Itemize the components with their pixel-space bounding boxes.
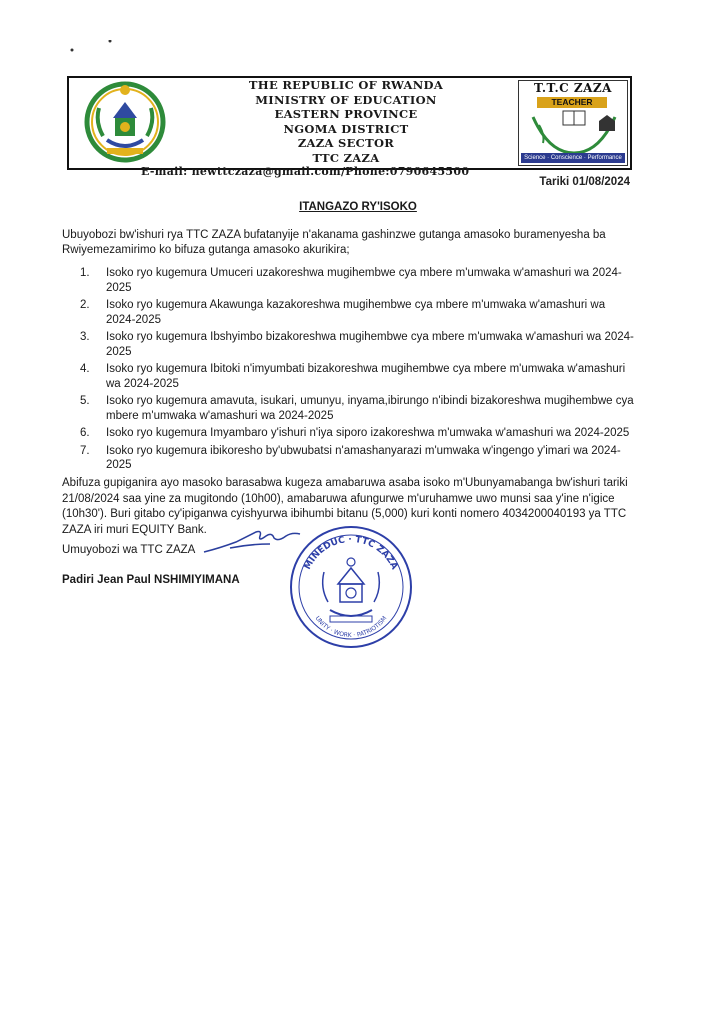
rwanda-coat-of-arms <box>69 78 181 168</box>
list-item-text: Isoko ryo kugemura Ibitoki n'imyumbati bizakoreshwa mugihembwe cya mbere m'umwaka w'amashuri wa 2024-2025 <box>106 363 626 390</box>
signatory-name: Padiri Jean Paul NSHIMIYIMANA <box>62 574 240 586</box>
list-item-number: 4. <box>80 363 90 375</box>
letterhead-line: ZAZA SECTOR <box>297 136 395 150</box>
list-item-number: 3. <box>80 331 90 343</box>
letterhead-line: EASTERN PROVINCE <box>274 107 418 121</box>
list-item <box>80 394 635 423</box>
letterhead-line: NGOMA DISTRICT <box>283 121 409 136</box>
list-item <box>80 298 635 327</box>
document-date: Tariki 01/08/2024 <box>539 176 630 188</box>
letterhead-line: MINISTRY OF EDUCATION <box>255 92 437 107</box>
official-stamp <box>286 522 416 652</box>
stamp-bottom-text: UNITY · WORK · PATRIOTISM <box>313 615 389 640</box>
scan-specks <box>70 40 130 60</box>
list-item <box>80 426 635 441</box>
list-item <box>80 362 635 391</box>
list-item-text: Isoko ryo kugemura Imyambaro y'ishuri n'iya siporo izakoreshwa m'umwaka w'amashuri wa 2024-2025 <box>106 427 630 439</box>
list-item-text: Isoko ryo kugemura Umuceri uzakoreshwa mugihembwe cya mbere m'umwaka w'amashuri wa 2024-2025 <box>106 267 622 294</box>
intro-paragraph: Ubuyobozi bw'ishuri rya TTC ZAZA bufatanyije n'akanama gashinzwe gutanga amasoko buramenyesha ba Rwiyemezamirimo ko bifuza gutanga amasoko akurikira; <box>62 229 606 256</box>
letterhead-email: E-mail: newttczaza@gmail.com/Phone:0790645500 <box>141 165 470 178</box>
list-item-number: 7. <box>80 444 90 457</box>
ttc-zaza-logo <box>518 80 628 166</box>
list-item <box>80 266 635 295</box>
document-title: ITANGAZO RY'ISOKO <box>299 201 417 213</box>
letterhead-line: THE REPUBLIC OF RWANDA <box>248 78 444 92</box>
list-item-text: Isoko ryo kugemura Akawunga kazakoreshwa mugihembwe cya mbere m'umwaka w'amashuri wa 2024-2025 <box>106 299 606 326</box>
list-item-text: Isoko ryo kugemura amavuta, isukari, umunyu, inyama,ibirungo n'ibindi bizakoreshwa mugihembwe cya mbere m'umwaka w'amashuri wa 2024-2025 <box>106 395 634 422</box>
list-item-number: 1. <box>80 267 90 279</box>
list-item-text: Isoko ryo kugemura ibikoresho by'ubwubatsi n'amashanyarazi m'umwaka w'ingengo y'imari wa 2024-2025 <box>106 444 621 471</box>
letterhead-line: TTC ZAZA <box>312 150 380 165</box>
letterhead <box>67 76 632 178</box>
list-item-number: 6. <box>80 427 90 439</box>
tender-list <box>80 266 635 476</box>
stamp-top-text: MINEDUC · TTC ZAZA <box>302 534 400 572</box>
signatory-role: Umuyobozi wa TTC ZAZA <box>62 544 196 556</box>
stamp-emblem-icon <box>323 558 380 622</box>
college-title: T.T.C ZAZA <box>534 81 612 95</box>
svg-text:UNITY · WORK · PATRIOTISM <box>314 615 389 639</box>
list-item-number: 5. <box>80 395 90 407</box>
list-item-text: Isoko ryo kugemura Ibshyimbo bizakoreshwa mugihembwe cya mbere m'umwaka w'amashuri wa 2024-2025 <box>106 331 634 358</box>
closing-paragraph: Abifuza gupiganira ayo masoko barasabwa kugeza amabaruwa asaba isoko m'Ubunyamabanga bw'ishuri tariki 21/08/2024 saa yine za mugitondo (10h00), amabaruwa afungurwe m'uruhamwe uwo munsi saa y'ine n'igice (10h30'). Buri gitabo cy'ipiganwa cyishyurwa ibihumbi bitanu (5,000) kuri konti nomero 4034200040193 ya TTC ZAZA iri muri EQUITY Bank. <box>62 477 628 536</box>
letterhead-text <box>141 78 511 178</box>
college-motto: Science · Conscience · Performance <box>521 153 625 163</box>
college-teacher-banner: TEACHER <box>537 97 607 108</box>
list-item-number: 2. <box>80 299 90 311</box>
list-item <box>80 330 635 359</box>
list-item <box>80 444 635 473</box>
